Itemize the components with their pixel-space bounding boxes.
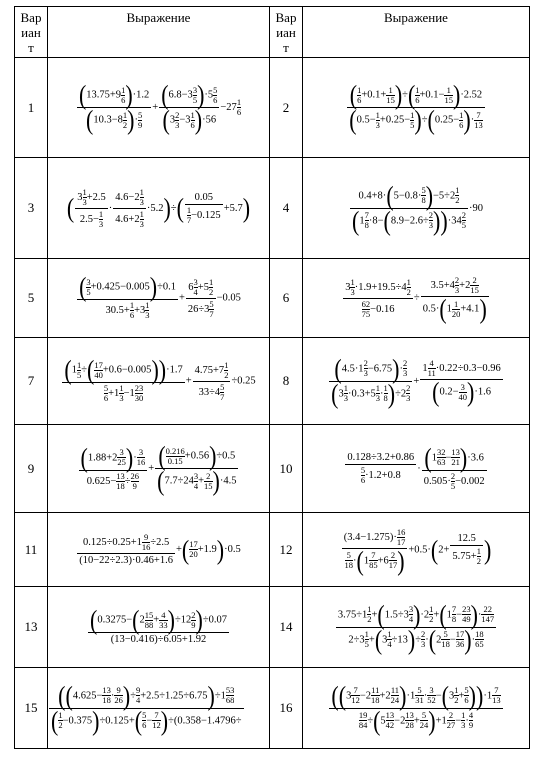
variant-number: 15 — [15, 668, 48, 749]
variant-number: 1 — [15, 58, 48, 158]
variant-number: 16 — [270, 668, 303, 749]
variant-number: 7 — [15, 338, 48, 425]
table-row — [15, 158, 530, 259]
expression: (4.5·1 $\frac{2}{3}$ −6.75)· $\frac{2}{3}$ (3 $\frac{1}{3}$ ·0.3+5 $\frac{1}{3}$ · $\frac{1}{8}$ )÷2 $\frac{2}{3}$ + 1 $\frac{4}{11}$ ·0.22÷0.3−0.96 (0.2− $\frac{3}{40}$ )·1.6 — [303, 338, 530, 425]
variant-number: 3 — [15, 158, 48, 259]
table-row — [15, 668, 530, 749]
variant-number: 13 — [15, 587, 48, 668]
expression: ( $\frac{1}{6}$ +0.1+ $\frac{1}{15}$ )÷( $\frac{1}{6}$ +0.1− $\frac{1}{15}$ )·2.52 (0.5− $\frac{1}{3}$ +0.25− $\frac{1}{5}$ )÷(0.25− $\frac{1}{6}$ )· $\frac{7}{13}$ — [303, 58, 530, 158]
variant-number: 10 — [270, 425, 303, 513]
expression: (13.75+9 $\frac{1}{6}$ )·1.2 (10.3−8 $\frac{1}{2}$ )· $\frac{5}{9}$ + (6.8−3 $\frac{3}{5}$ )·5 $\frac{5}{6}$ (3 $\frac{2}{3}$ −3 $\frac{1}{6}$ )·56 −27 $\frac{1}{6}$ — [48, 58, 270, 158]
expression: 3.75÷1 $\frac{1}{2}$ +(1.5÷3 $\frac{3}{4}$ )·2 $\frac{1}{2}$ +(1 $\frac{7}{8}$ − $\frac{23}{49}$ )· $\frac{22}{147}$ 2÷3 $\frac{1}{5}$ +(3 $\frac{1}{4}$ ÷13)÷ $\frac{2}{3}$ ·(2 $\frac{5}{18}$ − $\frac{17}{36}$ )· $\frac{18}{65}$ — [303, 587, 530, 668]
expression: 0.128÷3.2+0.86 $\frac{5}{6}$ ·1.2+0.8 · (1 $\frac{32}{63}$ − $\frac{13}{21}$ )·3.6 0.505· $\frac{2}{5}$ −0.002 — [303, 425, 530, 513]
table-row — [15, 338, 530, 425]
table-row — [15, 259, 530, 338]
variant-header: Вар иан т — [270, 7, 303, 58]
expression: 0.125÷0.25+1 $\frac{9}{16}$ ÷2.5 (10−22÷2.3)·0.46+1.6 +( $\frac{17}{20}$ +1.9)·0.5 — [48, 513, 270, 587]
expression: (3.4−1.275)· $\frac{16}{17}$ $\frac{5}{18}$ ·(1 $\frac{7}{85}$ +6 $\frac{2}{17}$ ) +0.5·(2+ 12.5 5.75+ $\frac{1}{2}$ ) — [303, 513, 530, 587]
expression: (1.88+2 $\frac{3}{25}$ )· $\frac{3}{16}$ 0.625− $\frac{13}{18}$ ÷ $\frac{26}{9}$ + ( $\frac{0.216}{0.15}$ +0.56)÷0.5 (7.7÷24 $\frac{3}{4}$ + $\frac{2}{15}$ )·4.5 — [48, 425, 270, 513]
table-row — [15, 425, 530, 513]
variant-header: Вар иан т — [15, 7, 48, 58]
expression-header: Выражение — [48, 7, 270, 58]
variant-number: 2 — [270, 58, 303, 158]
expression: ( $\frac{3}{5}$ +0.425−0.005)÷0.1 30.5+ $\frac{1}{6}$ +3 $\frac{1}{3}$ + 6 $\frac{3}{4}$ +5 $\frac{1}{2}$ 26÷3 $\frac{5}{7}$ −0.05 — [48, 259, 270, 338]
variant-number: 6 — [270, 259, 303, 338]
expression: 0.4+8·(5−0.8· $\frac{5}{8}$ )−5÷2 $\frac{1}{2}$ (1 $\frac{7}{8}$ ·8−(8.9−2.6÷ $\frac{2}{3}$ ))·34 $\frac{2}{5}$ ·90 — [303, 158, 530, 259]
expression: ((3 $\frac{7}{12}$ −2 $\frac{11}{18}$ +2 $\frac{11}{24}$ )·1 $\frac{5}{31}$ · $\frac{3}{52}$ −(3 $\frac{1}{2}$ + $\frac{5}{6}$ ))·1 $\frac{7}{13}$ $\frac{19}{84}$ ÷(5 $\frac{13}{42}$ −2 $\frac{13}{28}$ + $\frac{5}{24}$ )+1 $\frac{2}{27}$ − $\frac{1}{3}$ · $\frac{4}{9}$ — [303, 668, 530, 749]
variant-number: 5 — [15, 259, 48, 338]
expression: ((4.625− $\frac{13}{18}$ · $\frac{9}{26}$ )÷ $\frac{9}{4}$ +2.5÷1.25÷6.75)÷1 $\frac{53}{68}$ ( $\frac{1}{2}$ −0.375)÷0.125+( $\frac{5}{6}$ − $\frac{7}{12}$ )÷(0.358−1.4796÷ — [48, 668, 270, 749]
variants-table — [14, 6, 530, 749]
table-row — [15, 58, 530, 158]
variant-number: 14 — [270, 587, 303, 668]
header-row — [15, 7, 530, 58]
variant-number: 4 — [270, 158, 303, 259]
table-row — [15, 513, 530, 587]
expression: (0.3275−(2 $\frac{15}{88}$ + $\frac{4}{33}$ )÷12 $\frac{2}{9}$ )÷0.07 (13−0.416)÷6.05+1.92 — [48, 587, 270, 668]
expression: 3 $\frac{1}{3}$ ·1.9+19.5÷4 $\frac{1}{2}$ $\frac{62}{75}$ −0.16 ÷ 3.5+4 $\frac{2}{3}$ +2 $\frac{2}{15}$ 0.5·(1 $\frac{1}{20}$ +4.1) — [303, 259, 530, 338]
table-row — [15, 587, 530, 668]
variant-number: 8 — [270, 338, 303, 425]
variant-number: 12 — [270, 513, 303, 587]
variant-number: 11 — [15, 513, 48, 587]
variant-number: 9 — [15, 425, 48, 513]
expression-header: Выражение — [303, 7, 530, 58]
expression: (1 $\frac{1}{5}$ ÷( $\frac{17}{40}$ +0.6−0.005))·1.7 $\frac{5}{6}$ +1 $\frac{1}{3}$ −1 $\frac{23}{30}$ + 4.75+7 $\frac{1}{2}$ 33÷4 $\frac{5}{7}$ ÷0.25 — [48, 338, 270, 425]
expression: ( 3 $\frac{1}{3}$ +2.5 2.5− $\frac{1}{3}$ · 4.6−2 $\frac{1}{3}$ 4.6+2 $\frac{1}{3}$ ·5.2)÷( 0.05 $\frac{1}{7}$ −0.125 +5.7) — [48, 158, 270, 259]
